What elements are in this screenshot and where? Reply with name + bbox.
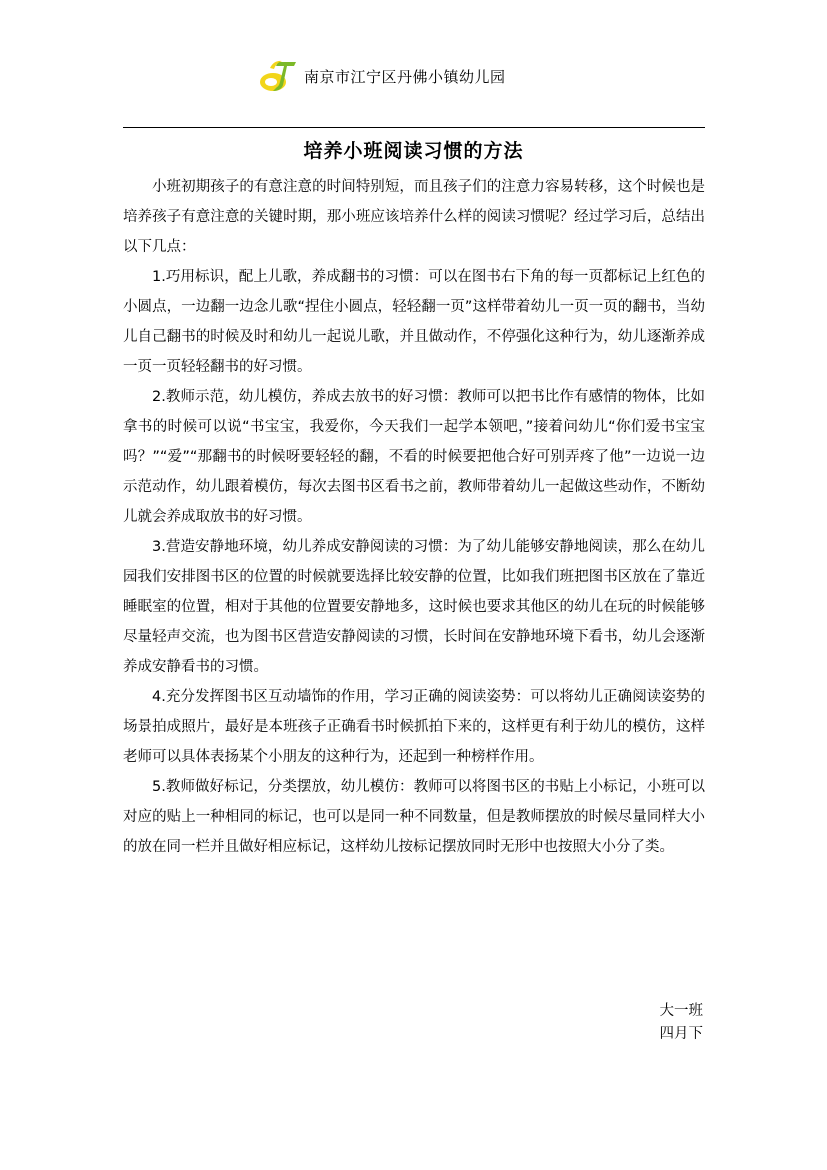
paragraph-point-2: 2.教师示范，幼儿模仿，养成去放书的好习惯：教师可以把书比作有感情的物体，比如拿书的时候可以说“书宝宝，我爱你，今天我们一起学本领吧，”接着问幼儿“你们爱书宝宝吗？”“爱”“那翻书的时候呀要轻轻的翻，不看的时候要把他合好可别弄疼了他”一边说一边示范动作，幼儿跟着模仿，每次去图书区看书之前，教师带着幼儿一起做这些动作，不断幼儿就会养成取放书的好习惯。 — [123, 389, 705, 525]
paragraph-intro: 小班初期孩子的有意注意的时间特别短，而且孩子们的注意力容易转移，这个时候也是培养孩子有意注意的关键时期，那小班应该培养什么样的阅读习惯呢？经过学习后，总结出以下几点： — [123, 179, 705, 255]
school-logo-icon — [256, 58, 298, 94]
document-title: 培养小班阅读习惯的方法 — [303, 140, 524, 162]
signature-block — [660, 1000, 704, 1046]
page-header — [256, 56, 506, 96]
signature-class: 大一班 — [659, 1003, 703, 1019]
paragraph-point-1: 1.巧用标识，配上儿歌，养成翻书的习惯：可以在图书右下角的每一页都标记上红色的小圆点，一边翻一边念儿歌“捏住小圆点，轻轻翻一页”这样带着幼儿一页一页的翻书，当幼儿自己翻书的时候及时和幼儿一起说儿歌，并且做动作，不停强化这种行为，幼儿逐渐养成一页一页轻轻翻书的好习惯。 — [123, 269, 705, 375]
document-body — [123, 172, 705, 862]
paragraph-point-4: 4.充分发挥图书区互动墙饰的作用，学习正确的阅读姿势：可以将幼儿正确阅读姿势的场景拍成照片，最好是本班孩子正确看书时候抓拍下来的，这样更有利于幼儿的模仿，这样老师可以具体表扬某个小朋友的这种行为，还起到一种榜样作用。 — [123, 689, 705, 765]
paragraph-point-3: 3.营造安静地环境，幼儿养成安静阅读的习惯：为了幼儿能够安静地阅读，那么在幼儿园我们安排图书区的位置的时候就要选择比较安静的位置，比如我们班把图书区放在了靠近睡眠室的位置，相对于其他的位置要安静地多，这时候也要求其他区的幼儿在玩的时候能够尽量轻声交流，也为图书区营造安静阅读的习惯，长时间在安静地环境下看书，幼儿会逐渐养成安静看书的习惯。 — [123, 539, 705, 675]
paragraph-point-5: 5.教师做好标记，分类摆放，幼儿模仿：教师可以将图书区的书贴上小标记，小班可以对应的贴上一种相同的标记，也可以是同一种不同数量，但是教师摆放的时候尽量同样大小的放在同一栏并且做好相应标记，这样幼儿按标记摆放同时无形中也按照大小分了类。 — [123, 779, 705, 855]
header-divider — [123, 127, 705, 128]
school-name: 南京市江宁区丹佛小镇幼儿园 — [304, 67, 506, 86]
signature-date: 四月下 — [659, 1026, 703, 1042]
